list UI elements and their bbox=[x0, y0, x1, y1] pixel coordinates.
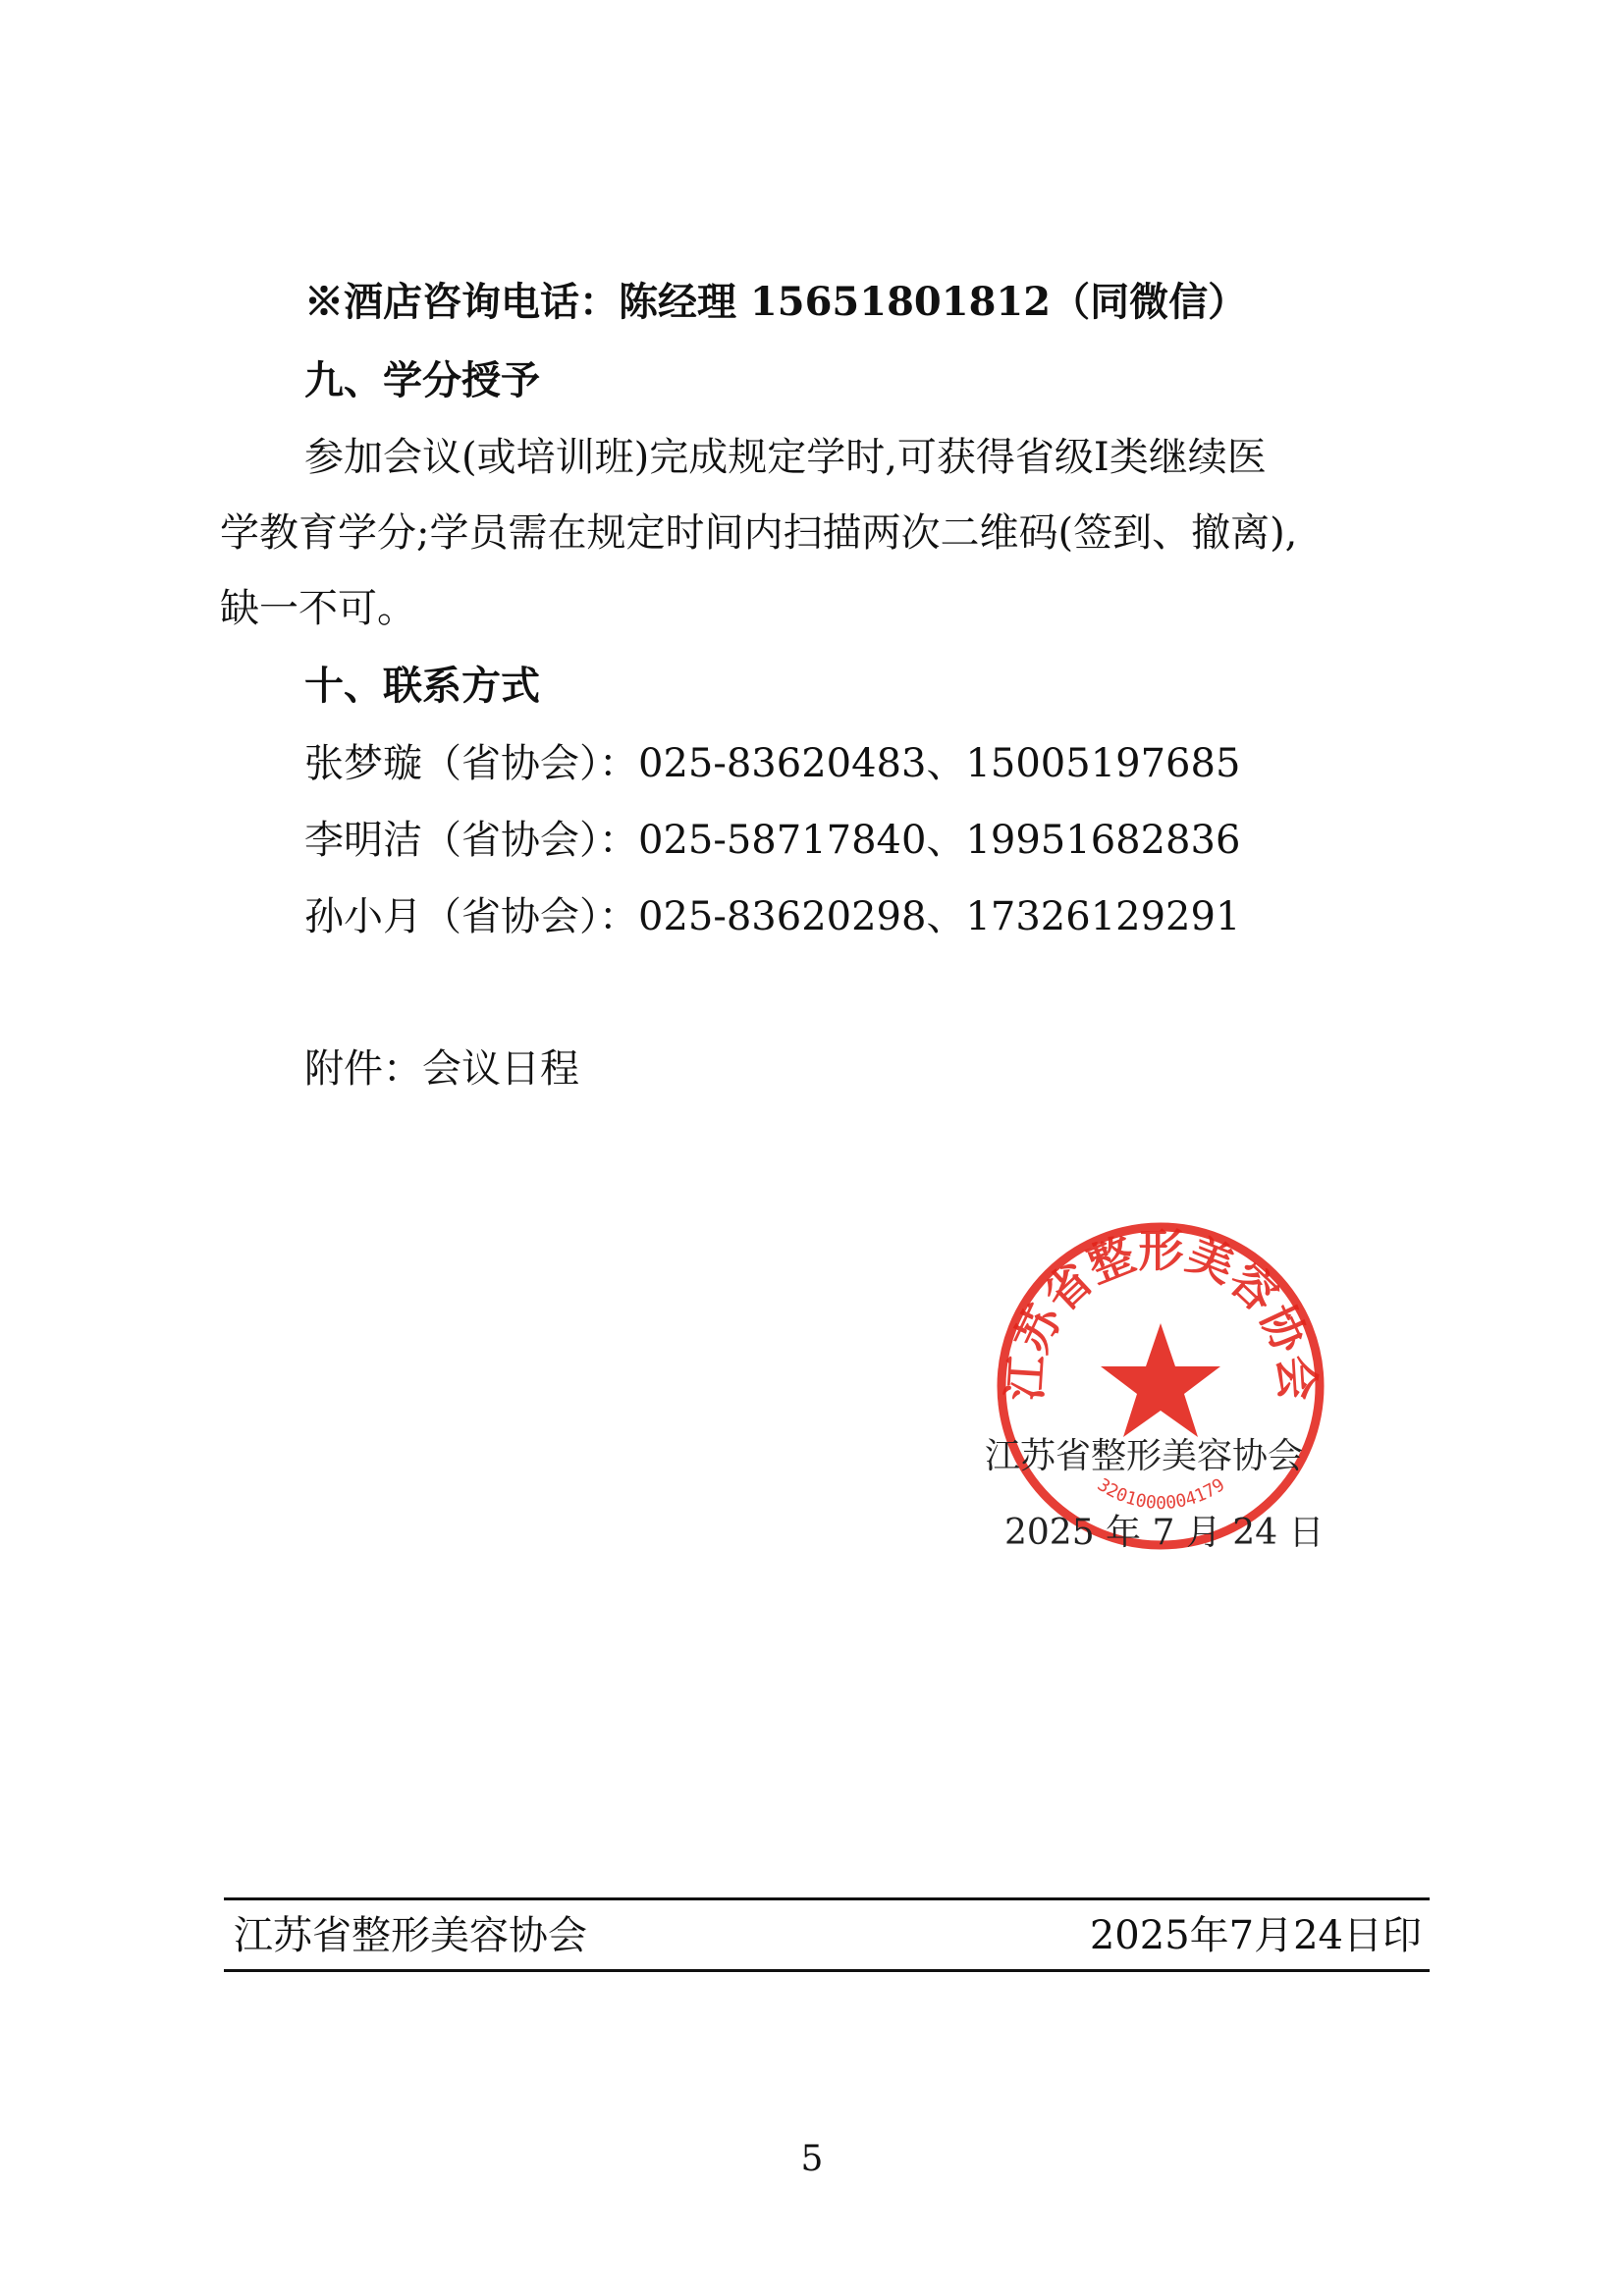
footer-org: 江苏省整形美容协会 bbox=[234, 1913, 587, 1958]
page-number: 5 bbox=[800, 2139, 824, 2179]
seal-arc-text: 江苏省整形美容协会 bbox=[998, 1224, 1325, 1403]
footer-print-date: 2025年7月24日印 bbox=[1089, 1913, 1422, 1958]
footer-top-rule bbox=[224, 1897, 1430, 1900]
contact-line: 孙小月（省协会）：025-83620298、17326129291 bbox=[304, 894, 1241, 939]
signature-date: 2025 年 7 月 24 日 bbox=[1004, 1513, 1325, 1553]
official-seal bbox=[992, 1217, 1330, 1556]
section-9-paragraph-line-2: 学教育学分;学员需在规定时间内扫描两次二维码(签到、撤离), bbox=[220, 510, 1298, 556]
section-9-heading: 九、学分授予 bbox=[304, 357, 540, 403]
section-9-paragraph-line-1: 参加会议(或培训班)完成规定学时,可获得省级Ⅰ类继续医 bbox=[304, 435, 1267, 480]
section-10-heading: 十、联系方式 bbox=[304, 663, 540, 709]
hotel-contact-line: ※酒店咨询电话：陈经理 15651801812（同微信） bbox=[304, 279, 1248, 325]
contact-line: 李明洁（省协会）：025-58717840、19951682836 bbox=[304, 818, 1241, 863]
attachment-line: 附件：会议日程 bbox=[304, 1046, 579, 1092]
seal-star-icon bbox=[1101, 1323, 1220, 1437]
section-9-paragraph-line-3: 缺一不可。 bbox=[220, 586, 416, 631]
seal-code-text: 3201000004179 bbox=[1093, 1474, 1229, 1514]
contact-line: 张梦璇（省协会）：025-83620483、15005197685 bbox=[304, 741, 1241, 786]
signature-org: 江苏省整形美容协会 bbox=[985, 1436, 1304, 1476]
footer-bottom-rule bbox=[224, 1969, 1430, 1972]
